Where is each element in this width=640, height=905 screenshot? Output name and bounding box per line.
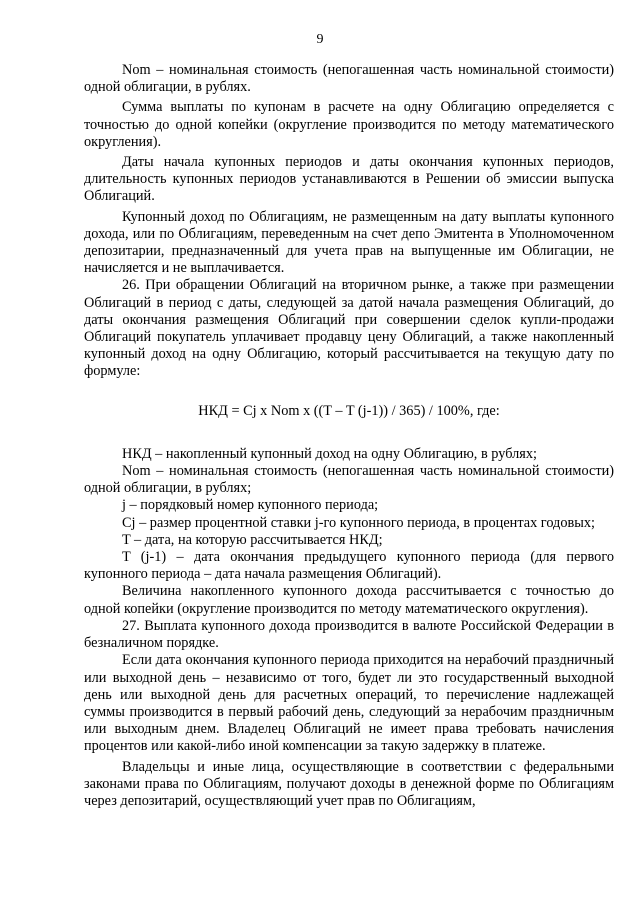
paragraph-item-26: 26. При обращении Облигаций на вторичном рынке, а также при размещении Облигаций в период с даты, следующей за датой начала размещения Облигаций, до даты окончания размещения Облигаций при совершении сделок купли-продажи Облигаций покупатель уплачивает продавцу цену Облигаций, а также накопленный купонный доход на одну Облигацию, который рассчитывается на текущую дату по формуле: — [84, 277, 614, 380]
accrued-coupon-formula: НКД = Cj x Nom x ((T – T (j-1)) / 365) / 100%, где: — [198, 402, 500, 419]
definition-nom: Nom – номинальная стоимость (непогашенная часть номинальной стоимости) одной облигации, в рублях; — [84, 463, 614, 497]
paragraph-nom-definition: Nom – номинальная стоимость (непогашенная часть номинальной стоимости) одной облигации, в рублях. — [84, 62, 614, 96]
paragraph-bondholders-income: Владельцы и иные лица, осуществляющие в соответствии с федеральными законами права по Облигациям, получают доходы в денежной форме по Облигациям через депозитарий, осуществляющий учет прав по Облигациям, — [84, 758, 614, 809]
paragraph-non-working-day: Если дата окончания купонного периода приходится на нерабочий праздничный или выходной день – независимо от того, будет ли это государственный выходной день или выходной день для расчетных операций, то перечисление надлежащей суммы производится в первый рабочий день, следующий за нерабочим праздничным или выходным днем. Владелец Облигаций не имеет права требовать начисления процентов или какой-либо иной компенсации за такую задержку в платеже. — [84, 652, 614, 755]
page-number: 9 — [316, 32, 324, 47]
definition-nkd: НКД – накопленный купонный доход на одну Облигацию, в рублях; — [122, 445, 537, 462]
paragraph-coupon-period-dates: Даты начала купонных периодов и даты окончания купонных периодов, длительность купонных периодов устанавливаются в Решении об эмиссии выпуска Облигаций. — [84, 154, 614, 205]
definition-t-j-1: T (j-1) – дата окончания предыдущего купонного периода (для первого купонного периода – дата начала размещения Облигаций). — [84, 549, 614, 583]
paragraph-unplaced-bonds-income: Купонный доход по Облигациям, не размещенным на дату выплаты купонного дохода, или по Облигациям, переведенным на счет депо Эмитента в Уполномоченном депозитарии, предназначенный для учета прав на выпущенные им Облигации, не начисляется и не выплачивается. — [84, 208, 614, 277]
definition-j: j – порядковый номер купонного периода; — [122, 497, 379, 514]
definition-cj: Cj – размер процентной ставки j-го купонного периода, в процентах годовых; — [122, 514, 595, 531]
paragraph-coupon-amount-rounding: Сумма выплаты по купонам в расчете на одну Облигацию определяется с точностью до одной копейки (округление производится по методу математического округления). — [84, 99, 614, 150]
document-body — [84, 62, 614, 810]
definition-t: T – дата, на которую рассчитывается НКД; — [122, 531, 383, 548]
paragraph-accrued-income-rounding: Величина накопленного купонного дохода рассчитывается с точностью до одной копейки (округление производится по методу математического округления). — [84, 583, 614, 617]
paragraph-item-27: 27. Выплата купонного дохода производится в валюте Российской Федерации в безналичном порядке. — [84, 617, 614, 652]
